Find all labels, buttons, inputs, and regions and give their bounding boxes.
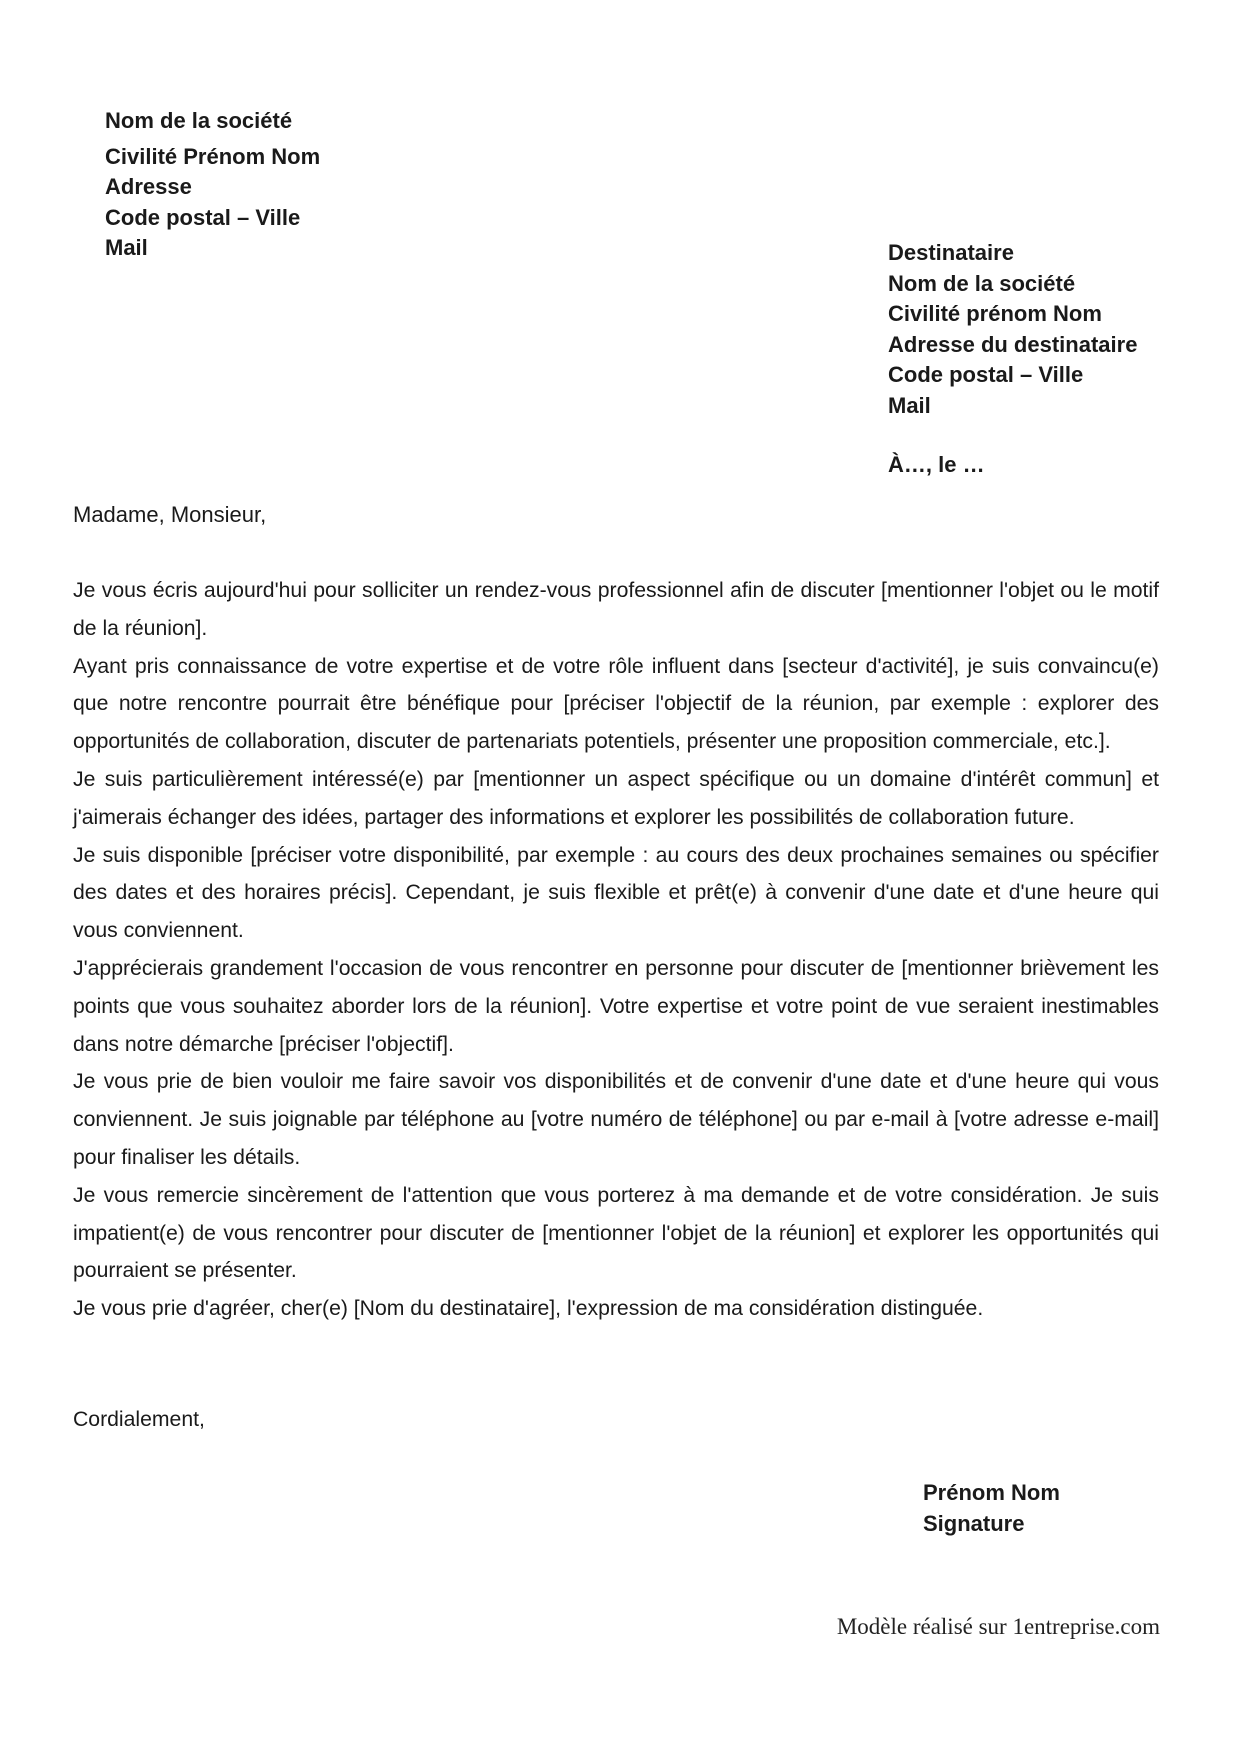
- recipient-company: Nom de la société: [888, 270, 1076, 296]
- signature-block: [923, 1478, 1060, 1539]
- sender-block: [105, 106, 320, 264]
- sender-postal-city: Code postal – Ville: [105, 204, 301, 230]
- body-paragraph: Je suis disponible [préciser votre disponibilité, par exemple : au cours des deux prochaines semaines ou spécifier des dates et des horaires précis]. Cependant, je suis flexible et prêt(e) à convenir d'une date et d'une heure qui vous conviennent.: [73, 843, 1159, 943]
- sender-company: Nom de la société: [105, 108, 293, 133]
- date-line: À…, le …: [888, 452, 985, 477]
- body-paragraph: Je suis particulièrement intéressé(e) par [mentionner un aspect spécifique ou un domaine d'intérêt commun] et j'aimerais échanger des idées, partager des informations et explorer les possibilités de collaboration future.: [73, 767, 1159, 829]
- signature-name: Prénom Nom: [923, 1480, 1060, 1505]
- body-paragraph: Je vous prie d'agréer, cher(e) [Nom du destinataire], l'expression de ma considération distinguée.: [73, 1297, 984, 1321]
- recipient-postal-city: Code postal – Ville: [888, 362, 1084, 387]
- recipient-label: Destinataire: [888, 240, 1014, 265]
- body-paragraph: Ayant pris connaissance de votre expertise et de votre rôle influent dans [secteur d'activité], je suis convaincu(e) que notre rencontre pourrait être bénéfique pour [préciser l'objectif de la réunion, par exemple : explorer des opportunités de collaboration, discuter de partenariats potentiels, présenter une proposition commerciale, etc.].: [73, 654, 1159, 754]
- letter-body: [73, 572, 1159, 1328]
- body-paragraph: J'apprécierais grandement l'occasion de vous rencontrer en personne pour discuter de [mentionner brièvement les points que vous souhaitez aborder lors de la réunion]. Votre expertise et votre point de vue seraient inestimables dans notre démarche [préciser l'objectif].: [73, 956, 1159, 1056]
- sender-address: Adresse: [105, 174, 192, 199]
- sender-name: Civilité Prénom Nom: [105, 143, 321, 169]
- recipient-mail: Mail: [888, 392, 931, 418]
- footer-credit: Modèle réalisé sur 1entreprise.com: [836, 1614, 1160, 1639]
- recipient-block: [888, 238, 1137, 421]
- body-paragraph: Je vous remercie sincèrement de l'attention que vous porterez à ma demande et de votre considération. Je suis impatient(e) de vous rencontrer pour discuter de [mentionner l'objet de la réunion] et explorer les opportunités qui pourraient se présenter.: [73, 1183, 1159, 1283]
- signature-label: Signature: [923, 1510, 1025, 1536]
- body-paragraph: Je vous prie de bien vouloir me faire savoir vos disponibilités et de convenir d'une date et d'une heure qui vous conviennent. Je suis joignable par téléphone au [votre numéro de téléphone] ou par e-mail à [votre adresse e-mail] pour finaliser les détails.: [73, 1070, 1159, 1169]
- sender-mail: Mail: [105, 235, 148, 260]
- recipient-address: Adresse du destinataire: [888, 331, 1138, 357]
- body-paragraph: Je vous écris aujourd'hui pour solliciter un rendez-vous professionnel afin de discuter [mentionner l'objet ou le motif de la réunion].: [73, 579, 1159, 640]
- recipient-name: Civilité prénom Nom: [888, 301, 1102, 326]
- closing: Cordialement,: [73, 1408, 205, 1431]
- salutation: Madame, Monsieur,: [73, 502, 267, 527]
